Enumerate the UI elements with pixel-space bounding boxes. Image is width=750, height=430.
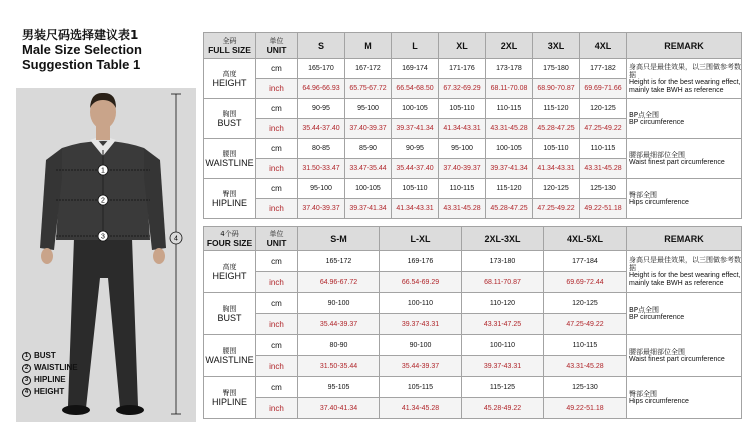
four-size-table [203, 226, 742, 419]
four-size-remark-en: BP circumference [629, 313, 685, 321]
four-size-row-bust-cm [204, 293, 742, 314]
full-size-remark-en: BP circumference [629, 118, 685, 126]
legend-label: WAISTLINE [34, 363, 78, 372]
full-size-unit-cm: cm [256, 179, 298, 199]
measurement-legend [22, 350, 78, 398]
full-size-size-col-header: 3XL [533, 33, 580, 59]
left-shoe [62, 405, 90, 415]
full-size-cm-value: 100-105 [486, 139, 533, 159]
full-size-inch-value: 65.75-67.72 [345, 79, 392, 99]
full-size-unit-inch: inch [256, 159, 298, 179]
full-size-cm-value: 171-176 [439, 59, 486, 79]
marker-height [170, 232, 182, 244]
four-size-measure-cn: 臀围 [222, 388, 237, 397]
full-size-remark-en: Hips circumference [629, 198, 689, 206]
full-size-inch-value: 66.54-68.50 [392, 79, 439, 99]
full-size-cm-value: 105-110 [533, 139, 580, 159]
full-size-inch-value: 43.31-45.28 [439, 199, 486, 219]
four-size-measure-cn: 胸围 [222, 304, 237, 313]
four-size-cm-value: 105-115 [380, 377, 462, 398]
left-hand [41, 248, 53, 264]
full-size-remark-waistline [627, 139, 742, 179]
four-size-cm-value: 165-172 [298, 251, 380, 272]
four-size-remark-cn: 身高只是最佳效果，以三围做参考数据 [629, 255, 741, 272]
right-shoe [116, 405, 144, 415]
full-size-inch-value: 35.44-37.40 [392, 159, 439, 179]
title-en-line2: Suggestion Table 1 [22, 57, 141, 72]
full-size-inch-value: 45.28-47.25 [533, 119, 580, 139]
full-size-unit-header [256, 33, 298, 59]
four-size-inch-value: 39.37-43.31 [462, 356, 544, 377]
legend-item [22, 350, 78, 362]
full-size-cm-value: 85-90 [345, 139, 392, 159]
four-size-row-hipline-cm [204, 377, 742, 398]
trousers [68, 238, 138, 408]
full-size-cm-value: 165-170 [298, 59, 345, 79]
full-size-inch-value: 69.69-71.66 [580, 79, 627, 99]
four-size-cm-value: 169-176 [380, 251, 462, 272]
four-size-unit-inch: inch [256, 272, 298, 293]
four-size-cm-value: 90-100 [298, 293, 380, 314]
full-size-unit-header-en: UNIT [266, 44, 287, 55]
full-size-remark-cn: 臀部全围 [629, 190, 657, 199]
full-size-remark-header: REMARK [627, 33, 742, 59]
four-size-cm-value: 177-184 [544, 251, 627, 272]
full-size-cm-value: 110-115 [580, 139, 627, 159]
four-size-remark-height [627, 251, 742, 293]
four-size-cm-value: 95-105 [298, 377, 380, 398]
full-size-row-bust-cm [204, 99, 742, 119]
four-size-cm-value: 110-120 [462, 293, 544, 314]
full-size-inch-value: 43.31-45.28 [580, 159, 627, 179]
four-size-row-waistline-cm [204, 335, 742, 356]
four-size-remark-hipline [627, 377, 742, 419]
full-size-cm-value: 120-125 [580, 99, 627, 119]
full-size-remark-cn: 腰部最细部位全围 [629, 150, 685, 159]
full-size-inch-value: 37.40-39.37 [345, 119, 392, 139]
full-size-inch-value: 41.34-43.31 [533, 159, 580, 179]
legend-item [22, 362, 78, 374]
four-size-cm-value: 80-90 [298, 335, 380, 356]
four-size-inch-value: 68.11-70.87 [462, 272, 544, 293]
full-size-unit-cm: cm [256, 139, 298, 159]
four-size-unit-cm: cm [256, 251, 298, 272]
full-size-cm-value: 125-130 [580, 179, 627, 199]
full-size-inch-value: 39.37-41.34 [345, 199, 392, 219]
four-size-inch-value: 43.31-45.28 [544, 356, 627, 377]
full-size-inch-value: 37.40-39.37 [298, 199, 345, 219]
four-size-inch-value: 47.25-49.22 [544, 314, 627, 335]
full-size-measure-bust [204, 99, 256, 139]
full-size-measure-cn: 腰围 [222, 149, 237, 158]
full-size-inch-value: 31.50-33.47 [298, 159, 345, 179]
four-size-inch-value: 66.54-69.29 [380, 272, 462, 293]
full-size-measure-cn: 胸围 [222, 109, 237, 118]
four-size-inch-value: 69.69-72.44 [544, 272, 627, 293]
marker-height-label: 4 [174, 235, 178, 243]
four-size-size-header [204, 227, 256, 251]
full-size-cm-value: 115-120 [533, 99, 580, 119]
four-size-remark-cn: 臀部全围 [629, 389, 657, 398]
full-size-inch-value: 41.34-43.31 [439, 119, 486, 139]
full-size-inch-value: 35.44-37.40 [298, 119, 345, 139]
full-size-inch-value: 39.37-41.34 [486, 159, 533, 179]
legend-number: 4 [22, 388, 31, 397]
marker-bust-label: 1 [101, 167, 105, 175]
four-size-measure-en: BUST [217, 312, 242, 323]
four-size-measure-en: HEIGHT [212, 270, 247, 281]
full-size-remark-en: Height is for the best wearing effect, mainly take BWH as reference [629, 78, 741, 94]
full-size-cm-value: 95-100 [439, 139, 486, 159]
four-size-remark-cn: BP点全围 [629, 305, 660, 314]
four-size-cm-value: 125-130 [544, 377, 627, 398]
full-size-cm-value: 95-100 [345, 99, 392, 119]
full-size-cm-value: 95-100 [298, 179, 345, 199]
four-size-header-row [204, 227, 742, 251]
full-size-inch-value: 47.25-49.22 [580, 119, 627, 139]
four-size-measure-waistline [204, 335, 256, 377]
four-size-remark-header: REMARK [627, 227, 742, 251]
full-size-unit-inch: inch [256, 199, 298, 219]
four-size-inch-value: 64.96-67.72 [298, 272, 380, 293]
full-size-unit-inch: inch [256, 119, 298, 139]
marker-hip-label: 3 [101, 233, 105, 241]
title-en-line1: Male Size Selection [22, 42, 142, 57]
legend-label: HEIGHT [34, 387, 65, 396]
legend-number: 3 [22, 376, 31, 385]
legend-number: 1 [22, 352, 31, 361]
full-size-cm-value: 90-95 [298, 99, 345, 119]
four-size-cm-value: 100-110 [380, 293, 462, 314]
full-size-cm-value: 105-110 [439, 99, 486, 119]
four-size-remark-en: Waist finest part circumference [629, 355, 725, 363]
four-size-unit-cm: cm [256, 377, 298, 398]
four-size-cm-value: 173-180 [462, 251, 544, 272]
legend-item [22, 374, 78, 386]
four-size-inch-value: 45.28-49.22 [462, 398, 544, 419]
full-size-cm-value: 173-178 [486, 59, 533, 79]
full-size-size-col-header: XL [439, 33, 486, 59]
four-size-remark-en: Height is for the best wearing effect, mainly take BWH as reference [629, 271, 741, 287]
full-size-row-hipline-cm [204, 179, 742, 199]
full-size-inch-value: 67.32-69.29 [439, 79, 486, 99]
full-size-remark-hipline [627, 179, 742, 219]
full-size-remark-cn: BP点全围 [629, 110, 660, 119]
marker-waist-label: 2 [101, 197, 105, 205]
full-size-measure-en: WAISTLINE [205, 157, 254, 168]
full-size-cm-value: 105-110 [392, 179, 439, 199]
full-size-remark-cn: 身高只是最佳效果，以三围做参考数据 [629, 62, 741, 79]
four-size-remark-bust [627, 293, 742, 335]
full-size-size-col-header: M [345, 33, 392, 59]
full-size-cm-value: 177-182 [580, 59, 627, 79]
full-size-cm-value: 100-105 [345, 179, 392, 199]
full-size-measure-waistline [204, 139, 256, 179]
full-size-cm-value: 90-95 [392, 139, 439, 159]
full-size-inch-value: 64.96-66.93 [298, 79, 345, 99]
four-size-measure-height [204, 251, 256, 293]
four-size-size-col-header: S-M [298, 227, 380, 251]
four-size-remark-waistline [627, 335, 742, 377]
four-size-cm-value: 110-115 [544, 335, 627, 356]
four-size-remark-en: Hips circumference [629, 397, 689, 405]
marker-bust [98, 165, 108, 175]
full-size-cm-value: 80-85 [298, 139, 345, 159]
title-cn: 男装尺码选择建议表1 [22, 28, 139, 42]
full-size-cm-value: 115-120 [486, 179, 533, 199]
four-size-unit-inch: inch [256, 398, 298, 419]
four-size-measure-hipline [204, 377, 256, 419]
full-size-cm-value: 169-174 [392, 59, 439, 79]
full-size-cm-value: 167-172 [345, 59, 392, 79]
full-size-cm-value: 100-105 [392, 99, 439, 119]
marker-hip [98, 231, 108, 241]
four-size-remark-cn: 腰部最细部位全围 [629, 347, 685, 356]
four-size-inch-value: 43.31-47.25 [462, 314, 544, 335]
full-size-inch-value: 39.37-41.34 [392, 119, 439, 139]
four-size-size-col-header: 4XL-5XL [544, 227, 627, 251]
full-size-cm-value: 120-125 [533, 179, 580, 199]
four-size-unit-header-cn: 单位 [269, 229, 284, 238]
full-size-inch-value: 68.90-70.87 [533, 79, 580, 99]
legend-label: BUST [34, 351, 56, 360]
right-hand [153, 248, 165, 264]
full-size-measure-en: BUST [217, 117, 242, 128]
full-size-inch-value: 49.22-51.18 [580, 199, 627, 219]
four-size-inch-value: 49.22-51.18 [544, 398, 627, 419]
full-size-size-header-en: FULL SIZE [208, 44, 251, 55]
full-size-size-header-cn: 全码 [222, 36, 237, 45]
full-size-cm-value: 175-180 [533, 59, 580, 79]
full-size-measure-cn: 高度 [222, 69, 237, 78]
four-size-measure-cn: 腰围 [222, 346, 237, 355]
full-size-measure-cn: 臀围 [222, 189, 237, 198]
model-photo-panel [16, 88, 196, 422]
four-size-unit-cm: cm [256, 335, 298, 356]
full-size-inch-value: 33.47-35.44 [345, 159, 392, 179]
four-size-measure-cn: 高度 [222, 262, 237, 271]
four-size-unit-header-en: UNIT [266, 237, 287, 248]
four-size-inch-value: 37.40-41.34 [298, 398, 380, 419]
legend-item [22, 386, 78, 398]
full-size-measure-en: HEIGHT [212, 77, 247, 88]
four-size-inch-value: 31.50-35.44 [298, 356, 380, 377]
full-size-table [203, 32, 742, 219]
four-size-unit-header [256, 227, 298, 251]
full-size-inch-value: 41.34-43.31 [392, 199, 439, 219]
full-size-row-height-cm [204, 59, 742, 79]
full-size-unit-cm: cm [256, 99, 298, 119]
four-size-cm-value: 90-100 [380, 335, 462, 356]
full-size-unit-header-cn: 单位 [269, 36, 284, 45]
full-size-measure-hipline [204, 179, 256, 219]
four-size-inch-value: 39.37-43.31 [380, 314, 462, 335]
four-size-measure-en: WAISTLINE [205, 354, 254, 365]
four-size-inch-value: 41.34-45.28 [380, 398, 462, 419]
title-block [22, 28, 192, 72]
four-size-unit-inch: inch [256, 314, 298, 335]
full-size-inch-value: 43.31-45.28 [486, 119, 533, 139]
four-size-measure-en: HIPLINE [211, 396, 247, 407]
full-size-inch-value: 68.11-70.08 [486, 79, 533, 99]
four-size-size-col-header: L-XL [380, 227, 462, 251]
full-size-size-col-header: 2XL [486, 33, 533, 59]
full-size-cm-value: 110-115 [486, 99, 533, 119]
four-size-cm-value: 100-110 [462, 335, 544, 356]
full-size-size-col-header: 4XL [580, 33, 627, 59]
four-size-size-header-cn: 4个码 [220, 229, 239, 238]
legend-number: 2 [22, 364, 31, 373]
full-size-inch-value: 37.40-39.37 [439, 159, 486, 179]
full-size-inch-value: 45.28-47.25 [486, 199, 533, 219]
full-size-size-col-header: L [392, 33, 439, 59]
four-size-inch-value: 35.44-39.37 [380, 356, 462, 377]
four-size-size-header-en: FOUR SIZE [206, 237, 253, 248]
four-size-size-col-header: 2XL-3XL [462, 227, 544, 251]
four-size-unit-inch: inch [256, 356, 298, 377]
four-size-row-height-cm [204, 251, 742, 272]
full-size-remark-bust [627, 99, 742, 139]
full-size-inch-value: 47.25-49.22 [533, 199, 580, 219]
full-size-unit-cm: cm [256, 59, 298, 79]
full-size-cm-value: 110-115 [439, 179, 486, 199]
full-size-unit-inch: inch [256, 79, 298, 99]
full-size-size-header [204, 33, 256, 59]
full-size-row-waistline-cm [204, 139, 742, 159]
four-size-measure-bust [204, 293, 256, 335]
full-size-header-row [204, 33, 742, 59]
four-size-cm-value: 115-125 [462, 377, 544, 398]
four-size-inch-value: 35.44-39.37 [298, 314, 380, 335]
full-size-size-col-header: S [298, 33, 345, 59]
legend-label: HIPLINE [34, 375, 66, 384]
full-size-remark-en: Waist finest part circumference [629, 158, 725, 166]
four-size-unit-cm: cm [256, 293, 298, 314]
full-size-measure-en: HIPLINE [211, 197, 247, 208]
four-size-cm-value: 120-125 [544, 293, 627, 314]
full-size-measure-height [204, 59, 256, 99]
marker-waist [98, 195, 108, 205]
full-size-remark-height [627, 59, 742, 99]
